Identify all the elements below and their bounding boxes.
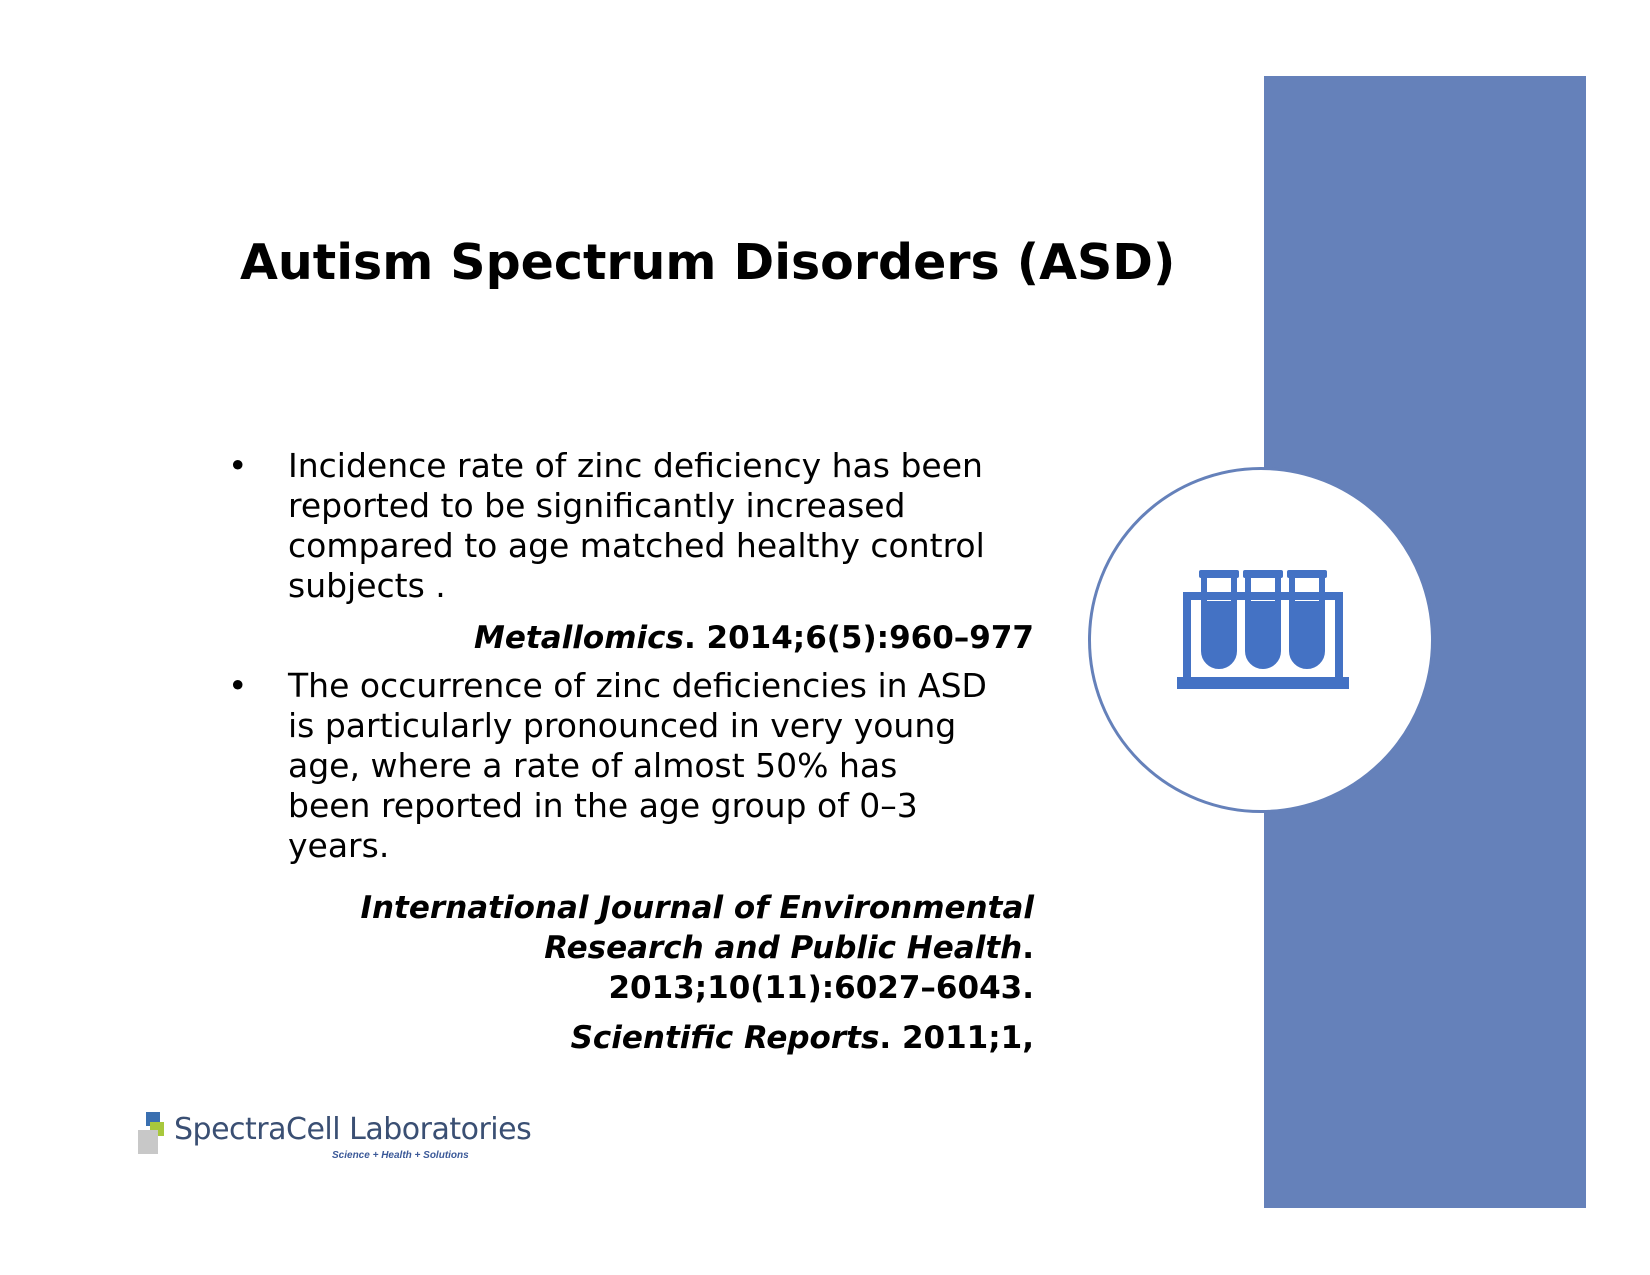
citation-details: . 2011;1, (879, 1020, 1034, 1056)
test-tubes-rack-icon (1091, 470, 1431, 810)
citation-ijerph (228, 888, 1034, 1008)
citation-journal: Metallomics (474, 620, 684, 656)
logo-squares-icon (138, 1112, 168, 1156)
company-logo (138, 1112, 532, 1168)
citation-details: . 2014;6(5):960–977 (683, 620, 1034, 656)
bullet-item (228, 666, 988, 866)
bullet-item (228, 446, 988, 606)
citation-journal: Scientific Reports (570, 1020, 880, 1056)
bullet-text: Incidence rate of zinc deficiency has been reported to be significantly increased compared to age matched healthy control subjects . (288, 446, 985, 605)
slide-content (228, 446, 1034, 1058)
citation-punct: . (1022, 930, 1034, 966)
citation-details: 2013;10(11):6027–6043. (608, 970, 1034, 1006)
bullet-marker: • (228, 446, 248, 485)
citation-journal-line-2: Research and Public Health (544, 930, 1023, 966)
citation-metallomics (228, 618, 1034, 658)
citation-journal-line-1: International Journal of Environmental (360, 890, 1034, 926)
citation-scientific-reports (228, 1018, 1034, 1058)
logo-tagline: Science + Health + Solutions (332, 1150, 469, 1161)
bullet-text: The occurrence of zinc deficiencies in ASD is particularly pronounced in very young age, where a rate of almost 50% has been reported in the age group of 0–3 years. (288, 666, 987, 865)
bullet-marker: • (228, 666, 248, 705)
slide-title: Autism Spectrum Disorders (ASD) (240, 234, 1176, 291)
icon-circle (1088, 467, 1434, 813)
logo-name: SpectraCell Laboratories (174, 1112, 532, 1147)
